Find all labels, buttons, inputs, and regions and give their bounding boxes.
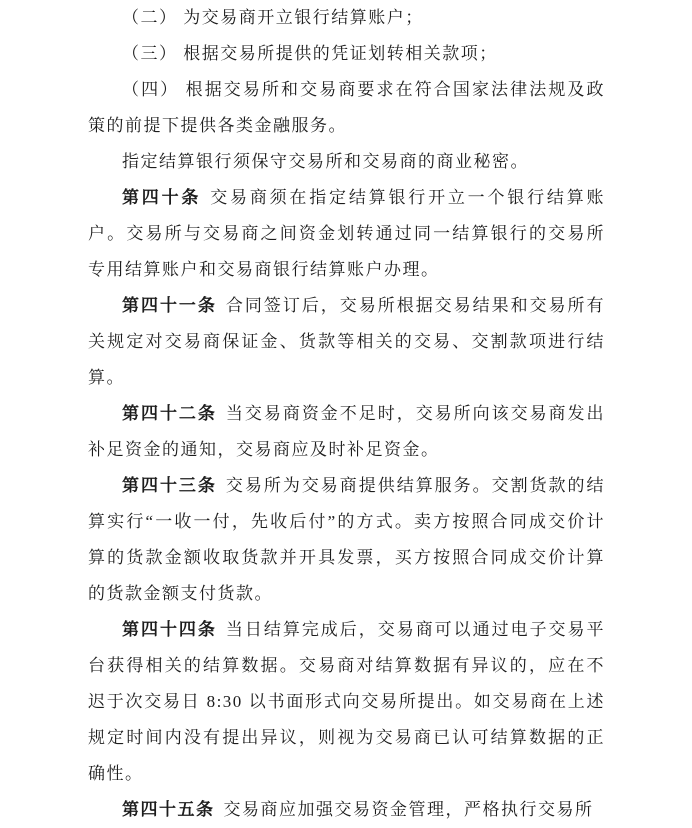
article-number: 第四十五条 xyxy=(122,800,215,819)
paragraph-text: 交易商须在指定结算银行开立一个银行结算账户。交易所与交易商之间资金划转通过同一结算银行的交易所专用结算账户和交易商银行结算账户办理。 xyxy=(88,188,606,279)
document-paragraph xyxy=(88,792,605,828)
document-paragraph xyxy=(88,468,605,612)
paragraph-text: （二） 为交易商开立银行结算账户； xyxy=(122,8,424,27)
article-number: 第四十一条 xyxy=(122,296,217,315)
document-paragraph xyxy=(88,180,605,288)
paragraph-text: 当交易商资金不足时，交易所向该交易商发出补足资金的通知，交易商应及时补足资金。 xyxy=(88,404,606,459)
document-paragraph xyxy=(88,36,605,72)
article-number: 第四十三条 xyxy=(122,476,217,495)
document-paragraph xyxy=(88,72,605,144)
paragraph-text: 交易所为交易商提供结算服务。交割货款的结算实行“一收一付，先收后付”的方式。卖方按照合同成交价计算的货款金额收取货款并开具发票，买方按照合同成交价计算的货款金额支付货款。 xyxy=(88,476,606,603)
document-paragraph xyxy=(88,396,605,468)
article-number: 第四十条 xyxy=(122,188,202,207)
document-paragraph xyxy=(88,612,605,792)
document-paragraph xyxy=(88,0,605,36)
paragraph-text: （四） 根据交易所和交易商要求在符合国家法律法规及政策的前提下提供各类金融服务。 xyxy=(88,80,605,135)
document-paragraph xyxy=(88,288,605,396)
paragraph-text: 当日结算完成后，交易商可以通过电子交易平台获得相关的结算数据。交易商对结算数据有异议的，应在不迟于次交易日 8:30 以书面形式向交易所提出。如交易商在上述规定时间内没有提出异议，则视为交易商已认可结算数据的正确性。 xyxy=(88,620,606,783)
paragraph-text: （三） 根据交易所提供的凭证划转相关款项； xyxy=(122,44,498,63)
document-body xyxy=(88,0,605,828)
paragraph-text: 交易商应加强交易资金管理，严格执行交易所 xyxy=(223,800,594,819)
document-paragraph xyxy=(88,144,605,180)
paragraph-text: 指定结算银行须保守交易所和交易商的商业秘密。 xyxy=(122,152,529,171)
paragraph-text: 合同签订后，交易所根据交易结果和交易所有关规定对交易商保证金、货款等相关的交易、交割款项进行结算。 xyxy=(88,296,606,387)
article-number: 第四十二条 xyxy=(122,404,217,423)
article-number: 第四十四条 xyxy=(122,620,217,639)
